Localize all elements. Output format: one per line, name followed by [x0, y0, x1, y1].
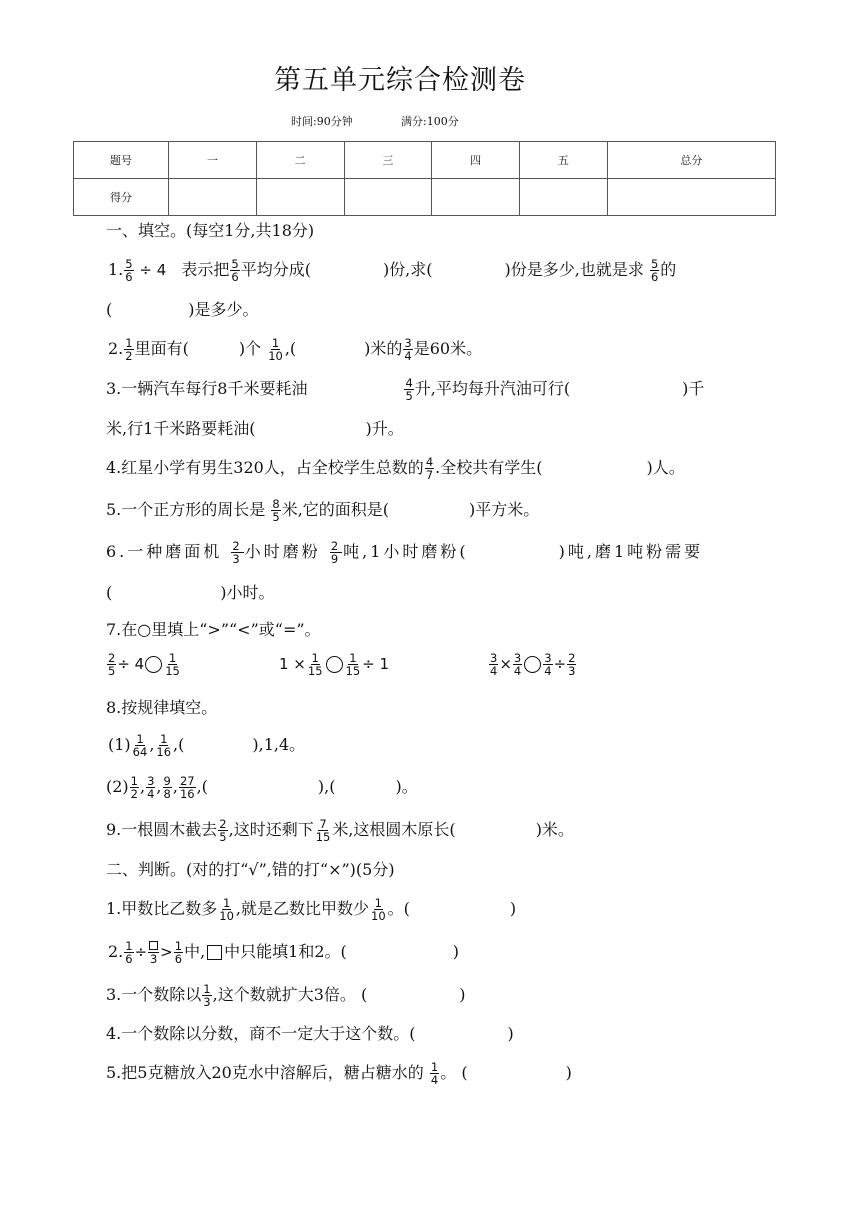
- fraction: $\frac{5}{6}$: [125, 257, 133, 284]
- question-6-cont: ( )小时。: [106, 583, 275, 602]
- question-1: 1. $\frac{5}{6}$ ÷ 4 表示把 $\frac{5}{6}$ 平均分成( )份,求( )份是多少,也就是求 $\frac{5}{6}$ 的: [108, 257, 677, 284]
- score-cell[interactable]: [520, 179, 608, 216]
- header-cell: 四: [432, 142, 520, 179]
- row-label: 得分: [74, 179, 169, 216]
- comparison-3: $\frac{3}{4}$ × $\frac{3}{4}$ $\frac{3}{4}$ ÷ $\frac{2}{3}$: [490, 651, 576, 678]
- fraction: $\frac{5}{6}$: [650, 257, 659, 284]
- page-title: 第五单元综合检测卷: [274, 65, 526, 96]
- score-cell[interactable]: [256, 179, 344, 216]
- score-table-score-row: [74, 179, 776, 216]
- score-cell[interactable]: [432, 179, 520, 216]
- compare-circle[interactable]: [326, 656, 343, 673]
- score-table-header-row: [74, 142, 776, 179]
- header-cell: 总分: [607, 142, 775, 179]
- full-score: 满分:100分: [401, 115, 459, 128]
- fraction: $\frac{4}{7}$: [425, 455, 434, 482]
- section2-heading: 二、判断。(对的打“√”,错的打“×”)(5分): [106, 860, 395, 879]
- score-cell[interactable]: [607, 179, 775, 216]
- question-8: 8.按规律填空。: [106, 698, 218, 717]
- header-cell: 三: [344, 142, 432, 179]
- time-limit: 时间:90分钟: [291, 115, 353, 128]
- fraction: $\frac{2}{9}$: [330, 539, 342, 566]
- question-1-cont: ( )是多少。: [106, 300, 259, 319]
- fraction: $\frac{3}{4}$: [404, 336, 412, 363]
- fraction: $\frac{1}{10}$: [268, 336, 283, 363]
- question-4: 4.红星小学有男生320人，占全校学生总数的 $\frac{4}{7}$ .全校共有学生( )人。: [106, 455, 685, 482]
- compare-circle[interactable]: [524, 656, 541, 673]
- question-8-part-1: (1) $\frac{1}{64}$ , $\frac{1}{16}$ ,( ),1,4。: [108, 732, 306, 759]
- judge-4: 4.一个数除以分数，商不一定大于这个数。( ): [106, 1024, 514, 1043]
- section1-heading: 一、填空。(每空1分,共18分): [106, 221, 315, 240]
- question-2: 2. $\frac{1}{2}$ 里面有( )个 $\frac{1}{10}$ ,( )米的 $\frac{3}{4}$ 是60米。: [108, 336, 483, 363]
- judge-1: 1.甲数比乙数多 $\frac{1}{10}$ ,就是乙数比甲数少 $\frac{1}{10}$ 。( ): [106, 896, 517, 923]
- compare-circle[interactable]: [145, 656, 162, 673]
- question-7: 7.在○里填上“>”“<”或“=”。: [106, 620, 321, 639]
- header-cell: 一: [169, 142, 257, 179]
- header-cell: 题号: [74, 142, 169, 179]
- judge-5: 5.把5克糖放入20克水中溶解后，糖占糖水的 $\frac{1}{4}$ 。 ( ): [106, 1060, 572, 1087]
- fraction: $\frac{4}{5}$: [405, 376, 413, 403]
- question-3-cont: 米,行1千米路要耗油( )升。: [106, 419, 404, 438]
- score-table: [73, 141, 776, 216]
- question-5: 5.一个正方形的周长是 $\frac{8}{5}$ 米,它的面积是( )平方米。: [106, 497, 540, 524]
- question-3: 3.一辆汽车每行8千米要耗油 $\frac{4}{5}$ 升,平均每升汽油可行( )千: [106, 376, 705, 403]
- header-cell: 五: [520, 142, 608, 179]
- score-cell[interactable]: [344, 179, 432, 216]
- fraction: $\frac{1}{2}$: [125, 336, 133, 363]
- fraction: $\frac{8}{5}$: [272, 497, 280, 524]
- header-cell: 二: [256, 142, 344, 179]
- judge-2: 2. $\frac{1}{6}$ ÷ 3 > $\frac{1}{6}$ 中, 中只能填1和2。( ): [108, 939, 460, 966]
- fraction: $\frac{2}{3}$: [232, 539, 243, 566]
- question-9: 9.一根圆木截去 $\frac{2}{5}$ ,这时还剩下 $\frac{7}{15}$ 米,这根圆木原长( )米。: [106, 817, 574, 844]
- fraction: $\frac{5}{6}$: [231, 257, 239, 284]
- score-cell[interactable]: [169, 179, 257, 216]
- comparison-2: 1 × $\frac{1}{15}$ $\frac{1}{15}$ ÷ 1: [279, 651, 390, 678]
- question-6: 6.一种磨面机 $\frac{2}{3}$ 小时磨粉 $\frac{2}{9}$ 吨,1小时磨粉( )吨,磨1吨粉需要: [106, 539, 704, 566]
- comparison-1: $\frac{2}{5}$ ÷ 4 $\frac{1}{15}$: [108, 651, 180, 678]
- question-8-part-2: (2) $\frac{1}{2}$ , $\frac{3}{4}$ , $\frac{9}{8}$ , $\frac{27}{16}$ ,( ),( )。: [106, 774, 418, 801]
- box-placeholder: [207, 945, 222, 960]
- judge-3: 3.一个数除以 $\frac{1}{3}$ ,这个数就扩大3倍。 ( ): [106, 982, 466, 1009]
